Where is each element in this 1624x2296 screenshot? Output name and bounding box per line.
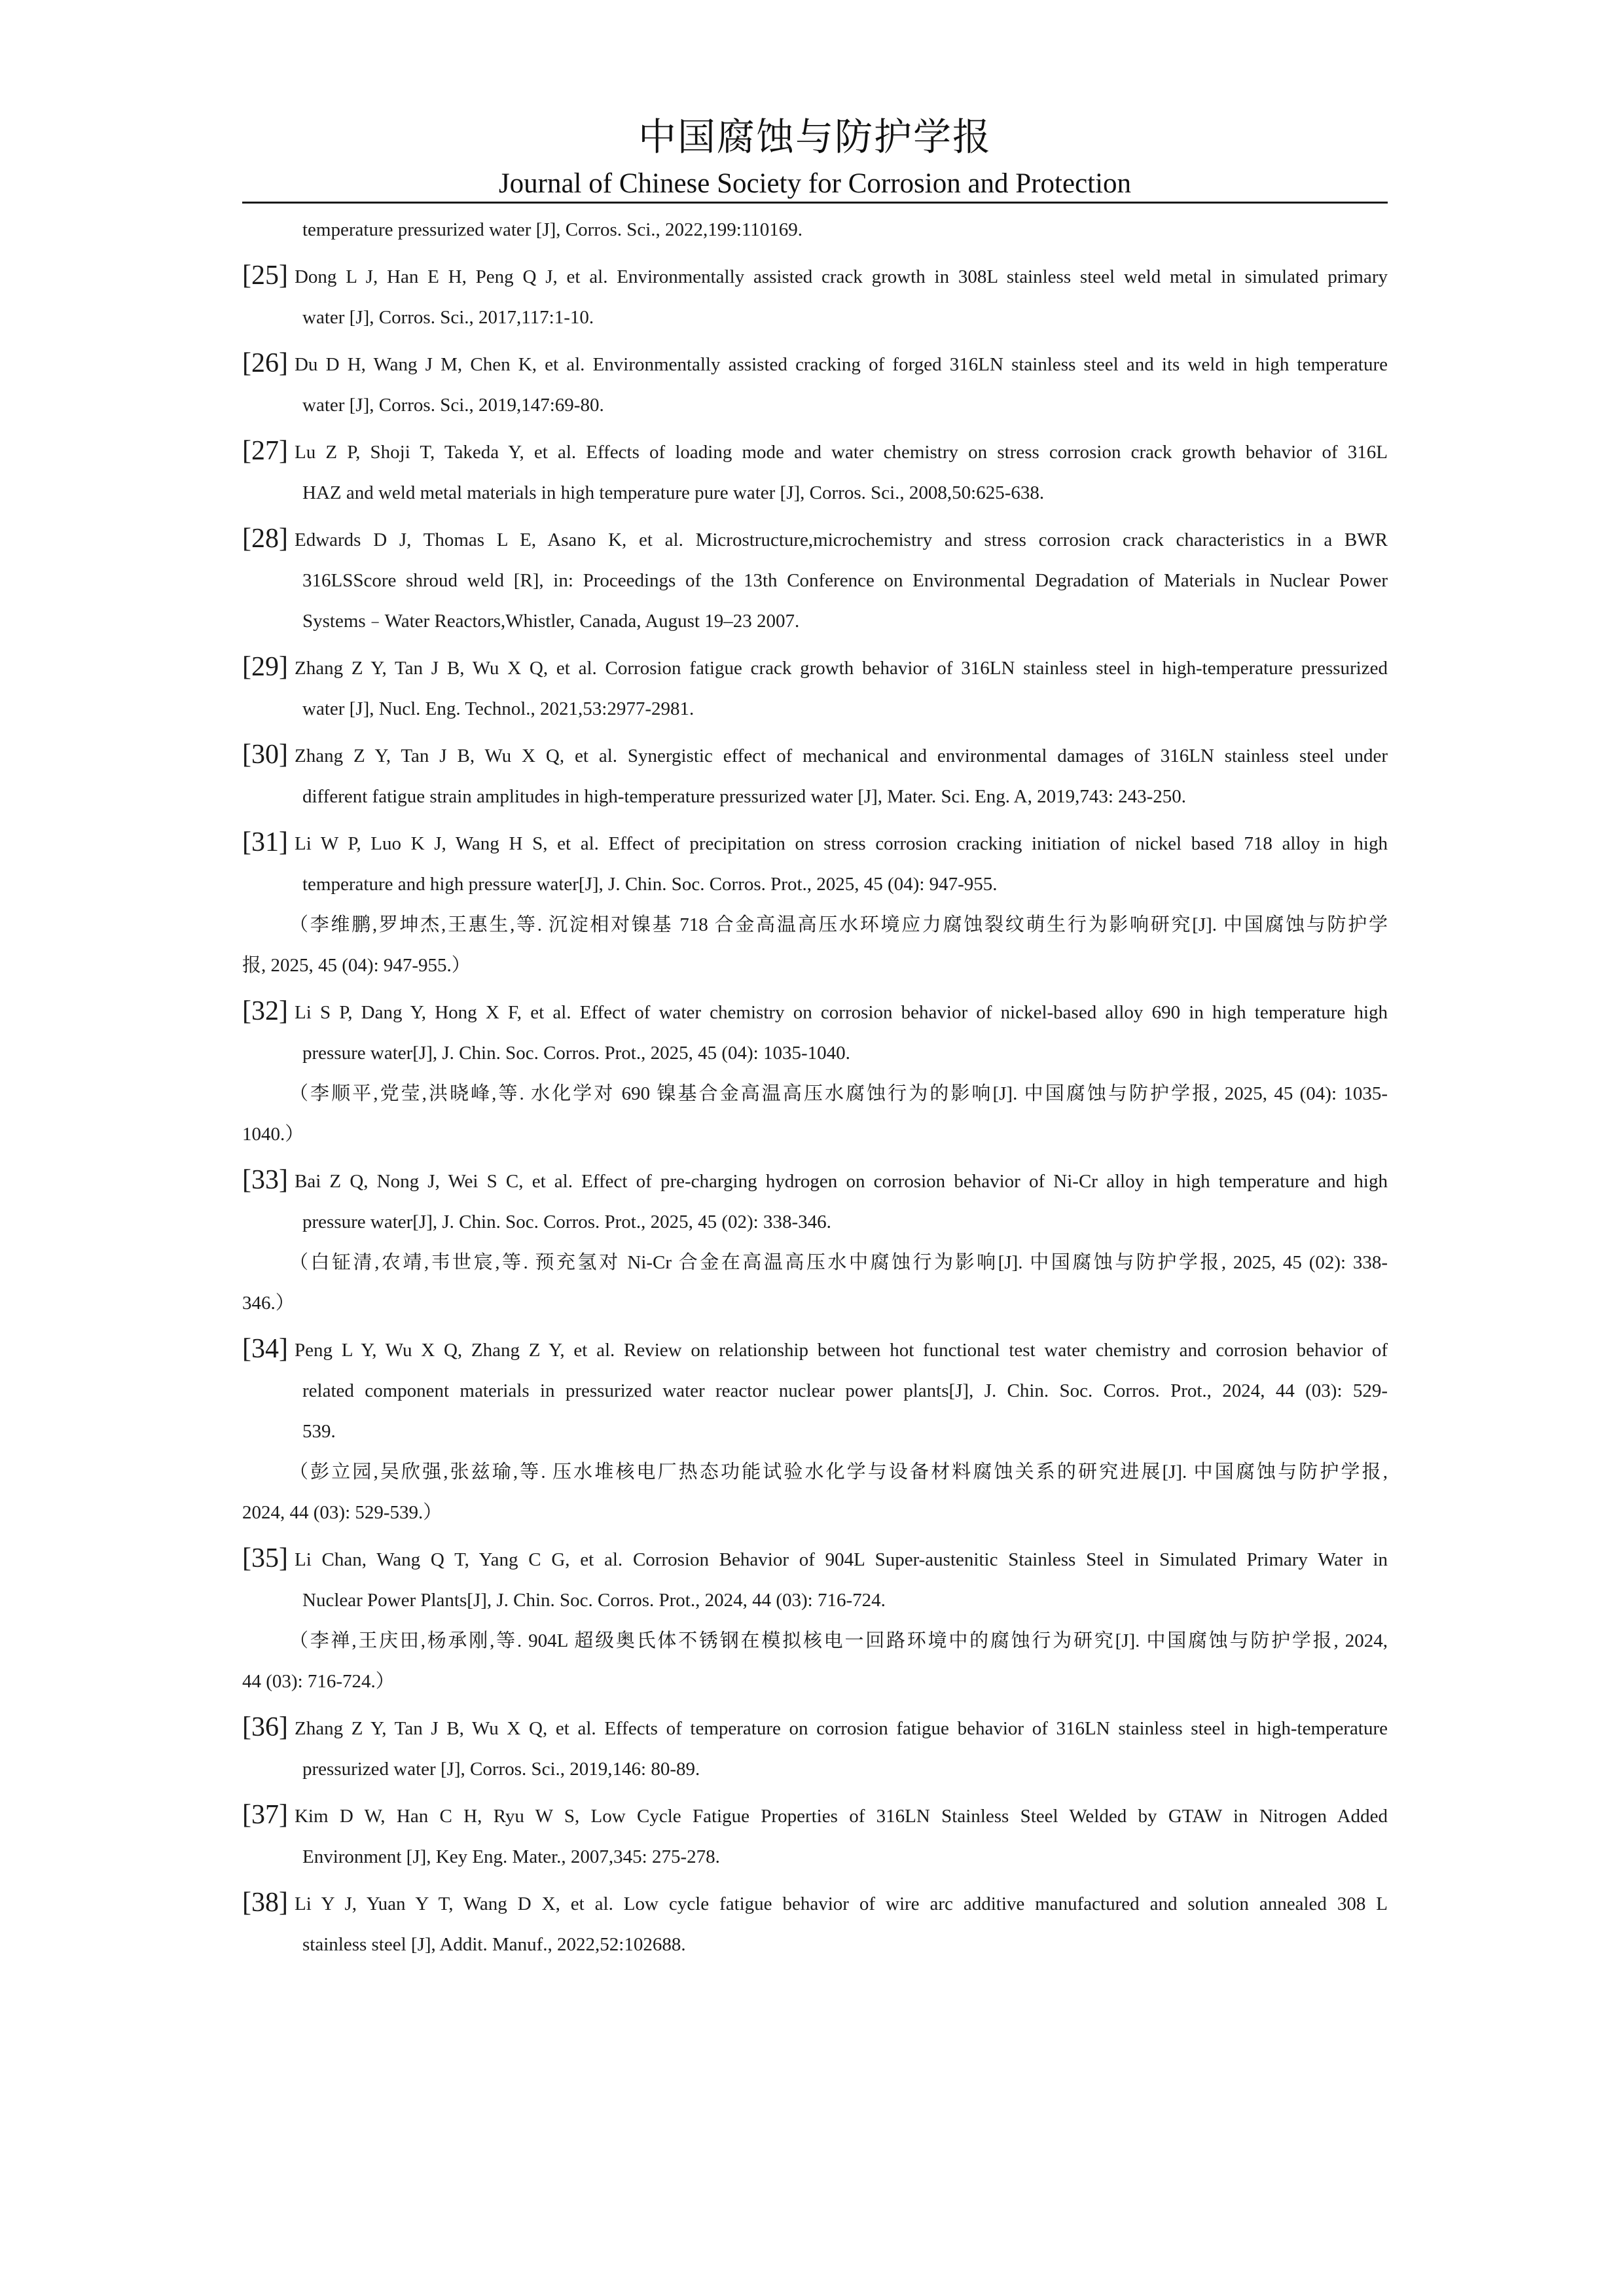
reference-text-line: 316LSScore shroud weld [R], in: Proceedings of the 13th Conference on Environmental Degradation of Materials in Nuclear Power (302, 570, 1388, 591)
reference-text: Bai Z Q, Nong J, Wei S C, et al. Effect of pre-charging hydrogen on corrosion behavior of Ni-Cr alloy in high temperature and high (294, 1171, 1388, 1192)
reference-chinese-line: （白钲清,农靖,韦世宸,等. 预充氢对 Ni-Cr 合金在高温高压水中腐蚀行为影响[J]. 中国腐蚀与防护学报, 2025, 45 (02): 338- (289, 1252, 1388, 1273)
reference-text: Zhang Z Y, Tan J B, Wu X Q, et al. Corrosion fatigue crack growth behavior of 316LN stainless steel in high-temperature pressurized (294, 658, 1388, 679)
reference-entry (242, 1160, 1388, 1323)
reference-first-line (242, 431, 1388, 473)
reference-text-line: pressurized water [J], Corros. Sci., 2019,146: 80-89. (302, 1759, 700, 1780)
reference-text: Zhang Z Y, Tan J B, Wu X Q, et al. Synergistic effect of mechanical and environmental damages of 316LN stainless steel under (294, 745, 1388, 766)
reference-text-line: water [J], Nucl. Eng. Technol., 2021,53:2977-2981. (302, 698, 695, 719)
reference-text-line: related component materials in pressurized water reactor nuclear power plants[J], J. Chin. Soc. Corros. Prot., 2024, 44 (03): 529- (302, 1380, 1388, 1401)
reference-chinese-line: （李禅,王庆田,杨承刚,等. 904L 超级奥氏体不锈钢在模拟核电一回路环境中的腐蚀行为研究[J]. 中国腐蚀与防护学报, 2024, (289, 1630, 1388, 1651)
reference-entry (242, 1707, 1388, 1789)
reference-text-line: 539. (302, 1421, 336, 1442)
reference-number: [36] (242, 1712, 288, 1742)
reference-first-line (242, 822, 1388, 864)
reference-text-line: pressure water[J], J. Chin. Soc. Corros. Prot., 2025, 45 (02): 338-346. (302, 1211, 831, 1232)
reference-entry (242, 255, 1388, 338)
reference-first-line (242, 1160, 1388, 1202)
reference-text-line: water [J], Corros. Sci., 2019,147:69-80. (302, 395, 604, 416)
reference-number: [26] (242, 348, 288, 378)
reference-text: Li Chan, Wang Q T, Yang C G, et al. Corrosion Behavior of 904L Super-austenitic Stainless Steel in Simulated Primary Water in (294, 1549, 1388, 1570)
reference-entry (242, 1795, 1388, 1877)
reference-text: Peng L Y, Wu X Q, Zhang Z Y, et al. Review on relationship between hot functional test water chemistry and corrosion behavior of (294, 1340, 1388, 1361)
reference-chinese-line: （李维鹏,罗坤杰,王惠生,等. 沉淀相对镍基 718 合金高温高压水环境应力腐蚀裂纹萌生行为影响研究[J]. 中国腐蚀与防护学 (289, 914, 1388, 935)
reference-text-line: water [J], Corros. Sci., 2017,117:1-10. (302, 307, 594, 328)
journal-title-cn: 中国腐蚀与防护学报 (638, 116, 992, 158)
header-divider (242, 202, 1388, 204)
reference-entry (242, 991, 1388, 1155)
reference-list (242, 209, 1388, 1965)
reference-number: [25] (242, 260, 288, 291)
reference-first-line (242, 343, 1388, 385)
reference-text: Li W P, Luo K J, Wang H S, et al. Effect of precipitation on stress corrosion cracking initiation of nickel based 718 alloy in high (294, 833, 1388, 854)
reference-text: Kim D W, Han C H, Ryu W S, Low Cycle Fatigue Properties of 316LN Stainless Steel Welded by GTAW in Nitrogen Added (294, 1806, 1388, 1827)
reference-text-line: temperature and high pressure water[J], J. Chin. Soc. Corros. Prot., 2025, 45 (04): 947-955. (302, 874, 998, 895)
reference-first-line (242, 1882, 1388, 1924)
reference-first-line (242, 1538, 1388, 1580)
reference-first-line (242, 1329, 1388, 1371)
reference-entry (242, 431, 1388, 513)
reference-number: [34] (242, 1334, 288, 1364)
reference-text: Dong L J, Han E H, Peng Q J, et al. Environmentally assisted crack growth in 308L stainless steel weld metal in simulated primary (294, 266, 1388, 287)
reference-number: [33] (242, 1165, 288, 1195)
reference-text-line: Environment [J], Key Eng. Mater., 2007,345: 275-278. (302, 1846, 720, 1867)
reference-entry (242, 647, 1388, 729)
reference-number: [35] (242, 1543, 288, 1573)
reference-first-line (242, 1707, 1388, 1749)
reference-entry (242, 1329, 1388, 1533)
reference-number: [30] (242, 740, 288, 770)
reference-number: [29] (242, 652, 288, 682)
reference-text: Li Y J, Yuan Y T, Wang D X, et al. Low cycle fatigue behavior of wire arc additive manufactured and solution annealed 308 L (294, 1893, 1388, 1914)
reference-text-line: stainless steel [J], Addit. Manuf., 2022,52:102688. (302, 1934, 686, 1955)
reference-entry (242, 1538, 1388, 1702)
journal-title-en: Journal of Chinese Society for Corrosion and Protection (498, 168, 1132, 199)
reference-entry (242, 518, 1388, 641)
reference-text-line: HAZ and weld metal materials in high temperature pure water [J], Corros. Sci., 2008,50:625-638. (302, 482, 1045, 503)
reference-first-line (242, 734, 1388, 776)
reference-first-line (242, 518, 1388, 560)
reference-text: Zhang Z Y, Tan J B, Wu X Q, et al. Effects of temperature on corrosion fatigue behavior of 316LN stainless steel in high-temperature (294, 1718, 1388, 1739)
reference-text-line: different fatigue strain amplitudes in high-temperature pressurized water [J], Mater. Sci. Eng. A, 2019,743: 243-250. (302, 786, 1187, 807)
reference-number: [37] (242, 1800, 288, 1830)
reference-text-line: Systems﹣Water Reactors,Whistler, Canada, August 19–23 2007. (302, 611, 800, 632)
reference-text-line: pressure water[J], J. Chin. Soc. Corros. Prot., 2025, 45 (04): 1035-1040. (302, 1043, 850, 1064)
reference-number: [28] (242, 524, 288, 554)
reference-entry (242, 822, 1388, 986)
reference-text-line: Nuclear Power Plants[J], J. Chin. Soc. Corros. Prot., 2024, 44 (03): 716-724. (302, 1590, 886, 1611)
reference-text: Edwards D J, Thomas L E, Asano K, et al. Microstructure,microchemistry and stress corrosion crack characteristics in a BWR (294, 529, 1388, 550)
reference-entry (242, 734, 1388, 817)
reference-chinese-line: 2024, 44 (03): 529-539.） (242, 1502, 442, 1523)
reference-text: Li S P, Dang Y, Hong X F, et al. Effect of water chemistry on corrosion behavior of nickel-based alloy 690 in high temperature high (294, 1002, 1388, 1023)
reference-first-line (242, 991, 1388, 1033)
reference-chinese-line: 346.） (242, 1293, 295, 1314)
journal-header (242, 111, 1388, 203)
reference-first-line (242, 255, 1388, 297)
reference-chinese-line: （彭立园,吴欣强,张兹瑜,等. 压水堆核电厂热态功能试验水化学与设备材料腐蚀关系的研究进展[J]. 中国腐蚀与防护学报, (289, 1462, 1388, 1482)
reference-text: Lu Z P, Shoji T, Takeda Y, et al. Effects of loading mode and water chemistry on stress corrosion crack growth behavior of 316L (294, 442, 1388, 463)
reference-entry (242, 1882, 1388, 1965)
reference-number: [38] (242, 1888, 288, 1918)
reference-continuation: temperature pressurized water [J], Corros. Sci., 2022,199:110169. (302, 219, 803, 240)
reference-chinese-line: （李顺平,党莹,洪晓峰,等. 水化学对 690 镍基合金高温高压水腐蚀行为的影响[J]. 中国腐蚀与防护学报, 2025, 45 (04): 1035- (289, 1083, 1388, 1104)
reference-chinese-line: 44 (03): 716-724.） (242, 1671, 395, 1692)
reference-chinese-line: 报, 2025, 45 (04): 947-955.） (242, 955, 471, 976)
reference-number: [31] (242, 827, 288, 857)
reference-entry (242, 343, 1388, 425)
reference-chinese-line: 1040.） (242, 1124, 304, 1145)
reference-first-line (242, 1795, 1388, 1837)
reference-text: Du D H, Wang J M, Chen K, et al. Environmentally assisted cracking of forged 316LN stainless steel and its weld in high temperature (294, 354, 1388, 375)
reference-number: [32] (242, 996, 288, 1026)
reference-number: [27] (242, 436, 288, 466)
reference-first-line (242, 647, 1388, 689)
